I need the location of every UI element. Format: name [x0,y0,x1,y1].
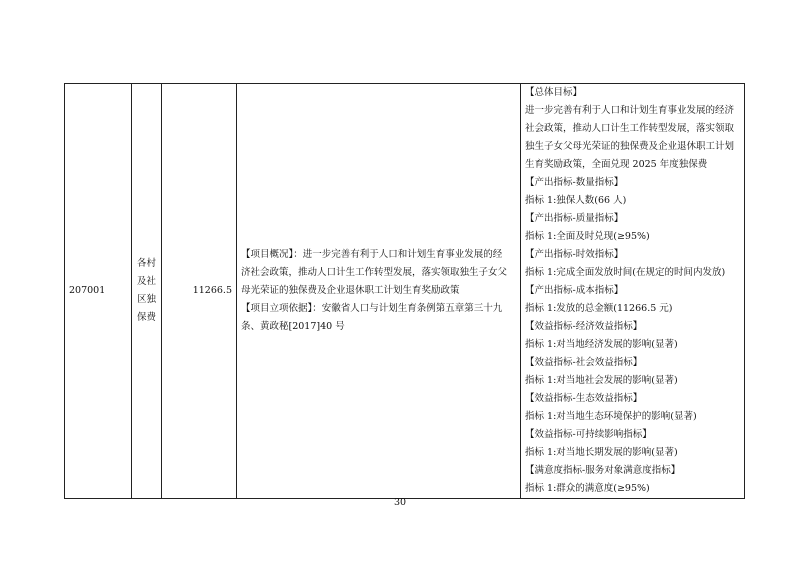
goal-heading: 【产出指标-数量指标】 [525,177,624,188]
goal-line: 指标 1:发放的总金额(11266.5 元) [525,303,673,314]
goal-line: 指标 1:独保人数(66 人) [525,195,627,206]
goal-line: 指标 1:群众的满意度(≥95%) [525,483,650,494]
goal-line: 指标 1:完成全面发放时间(在规定的时间内发放) [525,267,726,278]
goal-heading: 【产出指标-成本指标】 [525,285,624,296]
summary-line: 【项目立项依据】：安徽省人口与计划生育条例第五章第三十九 [241,303,503,314]
table-row [65,84,745,499]
project-table [64,83,745,499]
project-name [132,84,162,499]
project-name-line: 各村 [136,258,156,269]
project-name-line: 区独 [136,294,156,305]
goal-heading: 【效益指标-可持续影响指标】 [525,429,652,440]
goal-heading: 【效益指标-社会效益指标】 [525,357,643,368]
goal-heading: 【效益指标-经济效益指标】 [525,321,643,332]
goal-heading: 【效益指标-生态效益指标】 [525,393,643,404]
goal-heading: 【产出指标-质量指标】 [525,213,624,224]
page-number: 30 [393,497,407,508]
summary-line: 【项目概况】：进一步完善有利于人口和计划生育事业发展的经 [241,249,503,260]
goal-line: 指标 1:对当地经济发展的影响(显著) [525,339,678,350]
goal-line: 独生子女父母光荣证的独保费及企业退休职工计划 [525,141,735,152]
goal-line: 生育奖励政策，全面兑现 2025 年度独保费 [525,159,708,170]
project-amount: 11266.5 [162,84,237,499]
goal-heading: 【产出指标-时效指标】 [525,249,624,260]
project-code: 207001 [65,84,132,499]
goal-line: 指标 1:对当地生态环境保护的影响(显著) [525,411,697,422]
goal-line: 指标 1:对当地长期发展的影响(显著) [525,447,678,458]
project-summary [237,84,521,499]
goal-line: 指标 1:对当地社会发展的影响(显著) [525,375,678,386]
goal-heading: 【总体目标】 [525,87,583,98]
summary-line: 条、黄政秘[2017]40 号 [241,321,345,332]
goal-line: 社会政策，推动人口计生工作转型发展，落实领取 [525,123,735,134]
summary-line: 济社会政策，推动人口计生工作转型发展，落实领取独生子女父 [241,267,508,278]
performance-goals [521,84,745,499]
summary-line: 母光荣证的独保费及企业退休职工计划生育奖励政策 [241,285,460,296]
goal-line: 进一步完善有利于人口和计划生育事业发展的经济 [525,105,735,116]
goal-heading: 【满意度指标-服务对象满意度指标】 [525,465,681,476]
project-name-line: 及社 [136,276,156,287]
goal-line: 指标 1:全面及时兑现(≥95%) [525,231,650,242]
project-name-line: 保费 [136,312,156,323]
